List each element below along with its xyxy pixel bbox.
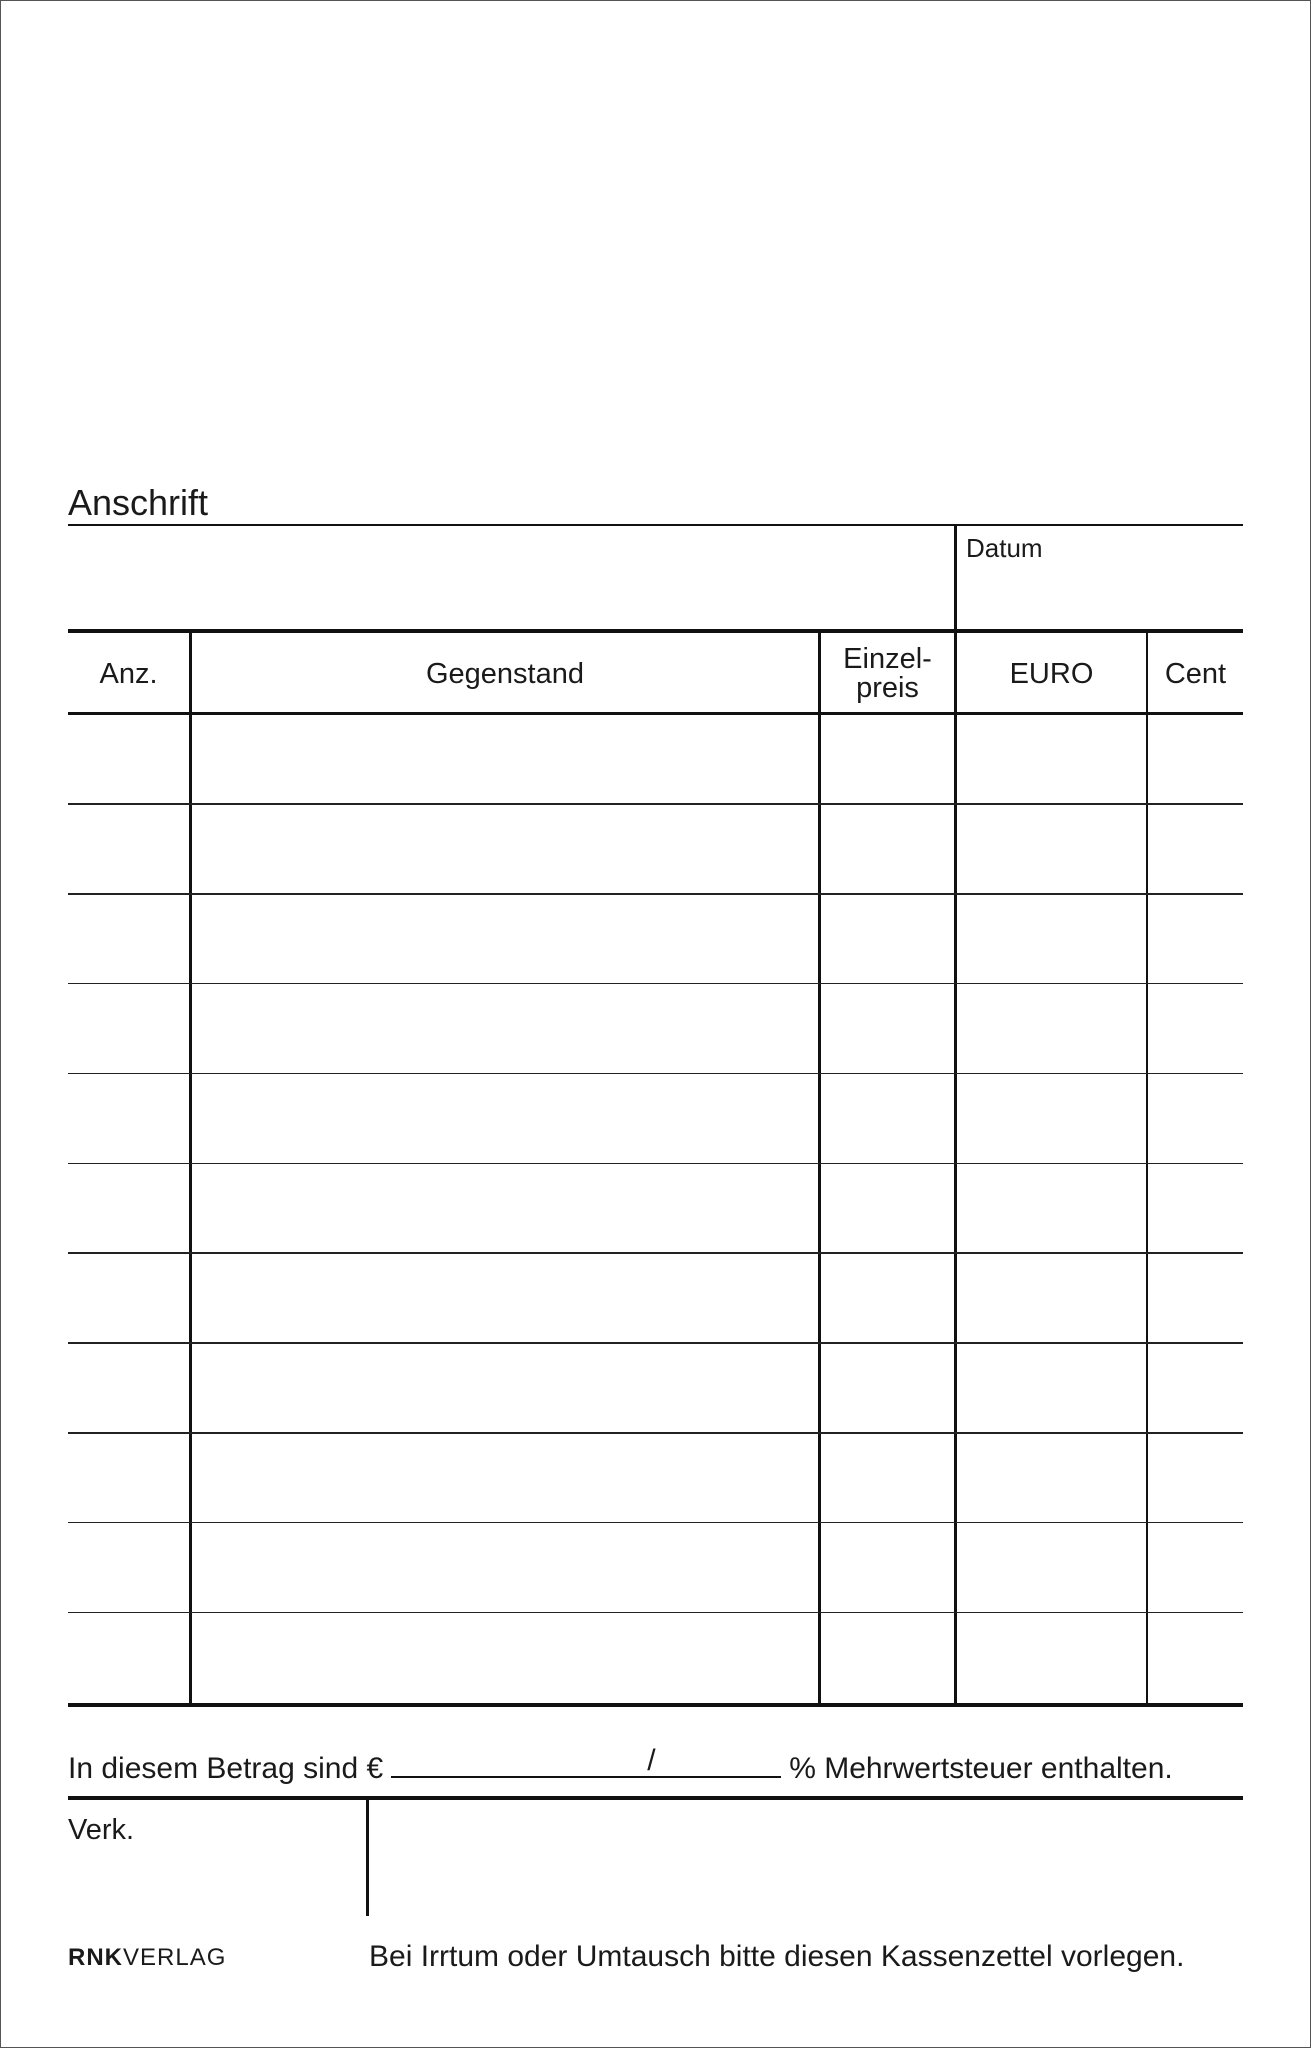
- cent-cell[interactable]: [1148, 895, 1243, 983]
- item-cell[interactable]: [192, 715, 818, 803]
- unit-price-cell[interactable]: [821, 1613, 954, 1701]
- seller-divider: [366, 1798, 369, 1916]
- unit-price-cell[interactable]: [821, 895, 954, 983]
- item-cell[interactable]: [192, 895, 818, 983]
- cent-cell[interactable]: [1148, 1164, 1243, 1252]
- qty-cell[interactable]: [68, 1523, 189, 1611]
- item-cell[interactable]: [192, 1254, 818, 1342]
- item-cell[interactable]: [192, 1523, 818, 1611]
- table-row: [68, 984, 1243, 1074]
- address-label: Anschrift: [68, 482, 209, 523]
- seller-label: Verk.: [68, 1814, 135, 1846]
- cent-cell[interactable]: [1148, 1434, 1243, 1522]
- item-cell[interactable]: [192, 805, 818, 893]
- table-row: [68, 715, 1243, 805]
- euro-cell[interactable]: [957, 1344, 1146, 1432]
- header-item: [192, 634, 818, 714]
- vat-bottom-border: [68, 1796, 1243, 1800]
- unit-price-cell[interactable]: [821, 1164, 954, 1252]
- publisher-logo: [68, 1946, 226, 1970]
- date-field[interactable]: [958, 565, 1243, 625]
- unit-price-cell[interactable]: [821, 1074, 954, 1162]
- seller-field[interactable]: [68, 1850, 363, 1910]
- header-euro-label: EURO: [1009, 657, 1094, 690]
- euro-cell[interactable]: [957, 1434, 1146, 1522]
- cent-cell[interactable]: [1148, 1254, 1243, 1342]
- vat-statement: [68, 1744, 1243, 1786]
- address-field[interactable]: [68, 527, 953, 627]
- header-item-label: Gegenstand: [425, 657, 584, 690]
- euro-cell[interactable]: [957, 1164, 1146, 1252]
- cent-cell[interactable]: [1148, 715, 1243, 803]
- table-row: [68, 1074, 1243, 1164]
- table-row: [68, 1254, 1243, 1344]
- euro-cell[interactable]: [957, 984, 1146, 1072]
- vat-prefix: In diesem Betrag sind: [68, 1752, 359, 1785]
- qty-cell[interactable]: [68, 715, 189, 803]
- qty-cell[interactable]: [68, 1254, 189, 1342]
- item-cell[interactable]: [192, 1613, 818, 1701]
- table-row: [68, 805, 1243, 895]
- header-cent: [1148, 634, 1243, 714]
- header-qty-label: Anz.: [99, 657, 158, 690]
- qty-cell[interactable]: [68, 805, 189, 893]
- item-cell[interactable]: [192, 1074, 818, 1162]
- qty-cell[interactable]: [68, 984, 189, 1072]
- unit-price-cell[interactable]: [821, 1344, 954, 1432]
- table-row: [68, 895, 1243, 985]
- qty-cell[interactable]: [68, 1434, 189, 1522]
- unit-price-cell[interactable]: [821, 984, 954, 1072]
- item-cell[interactable]: [192, 1344, 818, 1432]
- unit-price-cell[interactable]: [821, 1434, 954, 1522]
- item-cell[interactable]: [192, 1434, 818, 1522]
- footer-note: Bei Irrtum oder Umtausch bitte diesen Kassenzettel vorlegen.: [369, 1940, 1185, 1973]
- header-unit-price-line1: Einzel-: [843, 643, 932, 675]
- table-row: [68, 1613, 1243, 1703]
- euro-cell[interactable]: [957, 1074, 1146, 1162]
- euro-cell[interactable]: [957, 1254, 1146, 1342]
- unit-price-cell[interactable]: [821, 1523, 954, 1611]
- header-euro: [957, 634, 1146, 714]
- euro-cell[interactable]: [957, 805, 1146, 893]
- qty-cell[interactable]: [68, 1164, 189, 1252]
- qty-cell[interactable]: [68, 895, 189, 983]
- cent-cell[interactable]: [1148, 984, 1243, 1072]
- euro-cell[interactable]: [957, 715, 1146, 803]
- publisher-logo-bold: RNK: [68, 1944, 123, 1971]
- header-qty: [68, 634, 189, 714]
- table-row: [68, 1523, 1243, 1613]
- cent-cell[interactable]: [1148, 1074, 1243, 1162]
- cent-cell[interactable]: [1148, 805, 1243, 893]
- qty-cell[interactable]: [68, 1613, 189, 1701]
- unit-price-cell[interactable]: [821, 805, 954, 893]
- vat-separator: /: [647, 1744, 656, 1777]
- date-divider: [954, 524, 957, 630]
- header-unit-price-line2: preis: [856, 672, 919, 704]
- header-unit-price: [821, 634, 954, 714]
- table-row: [68, 1164, 1243, 1254]
- vat-suffix: % Mehrwertsteuer enthalten.: [789, 1752, 1173, 1785]
- euro-cell[interactable]: [957, 1613, 1146, 1701]
- unit-price-cell[interactable]: [821, 715, 954, 803]
- euro-cell[interactable]: [957, 1523, 1146, 1611]
- item-cell[interactable]: [192, 984, 818, 1072]
- table-row: [68, 1434, 1243, 1524]
- vat-amount-field[interactable]: [391, 1744, 781, 1778]
- table-top-border: [68, 629, 1243, 633]
- table-row: [68, 1344, 1243, 1434]
- euro-cell[interactable]: [957, 895, 1146, 983]
- signature-field[interactable]: [372, 1802, 1243, 1912]
- table-bottom-border: [68, 1703, 1243, 1707]
- item-cell[interactable]: [192, 1164, 818, 1252]
- cent-cell[interactable]: [1148, 1613, 1243, 1701]
- header-cent-label: Cent: [1164, 657, 1227, 690]
- address-line: [68, 524, 1243, 526]
- cent-cell[interactable]: [1148, 1523, 1243, 1611]
- qty-cell[interactable]: [68, 1344, 189, 1432]
- qty-cell[interactable]: [68, 1074, 189, 1162]
- cent-cell[interactable]: [1148, 1344, 1243, 1432]
- date-label: Datum: [966, 533, 1043, 563]
- euro-symbol: €: [366, 1752, 384, 1785]
- unit-price-cell[interactable]: [821, 1254, 954, 1342]
- publisher-logo-rest: VERLAG: [123, 1944, 227, 1971]
